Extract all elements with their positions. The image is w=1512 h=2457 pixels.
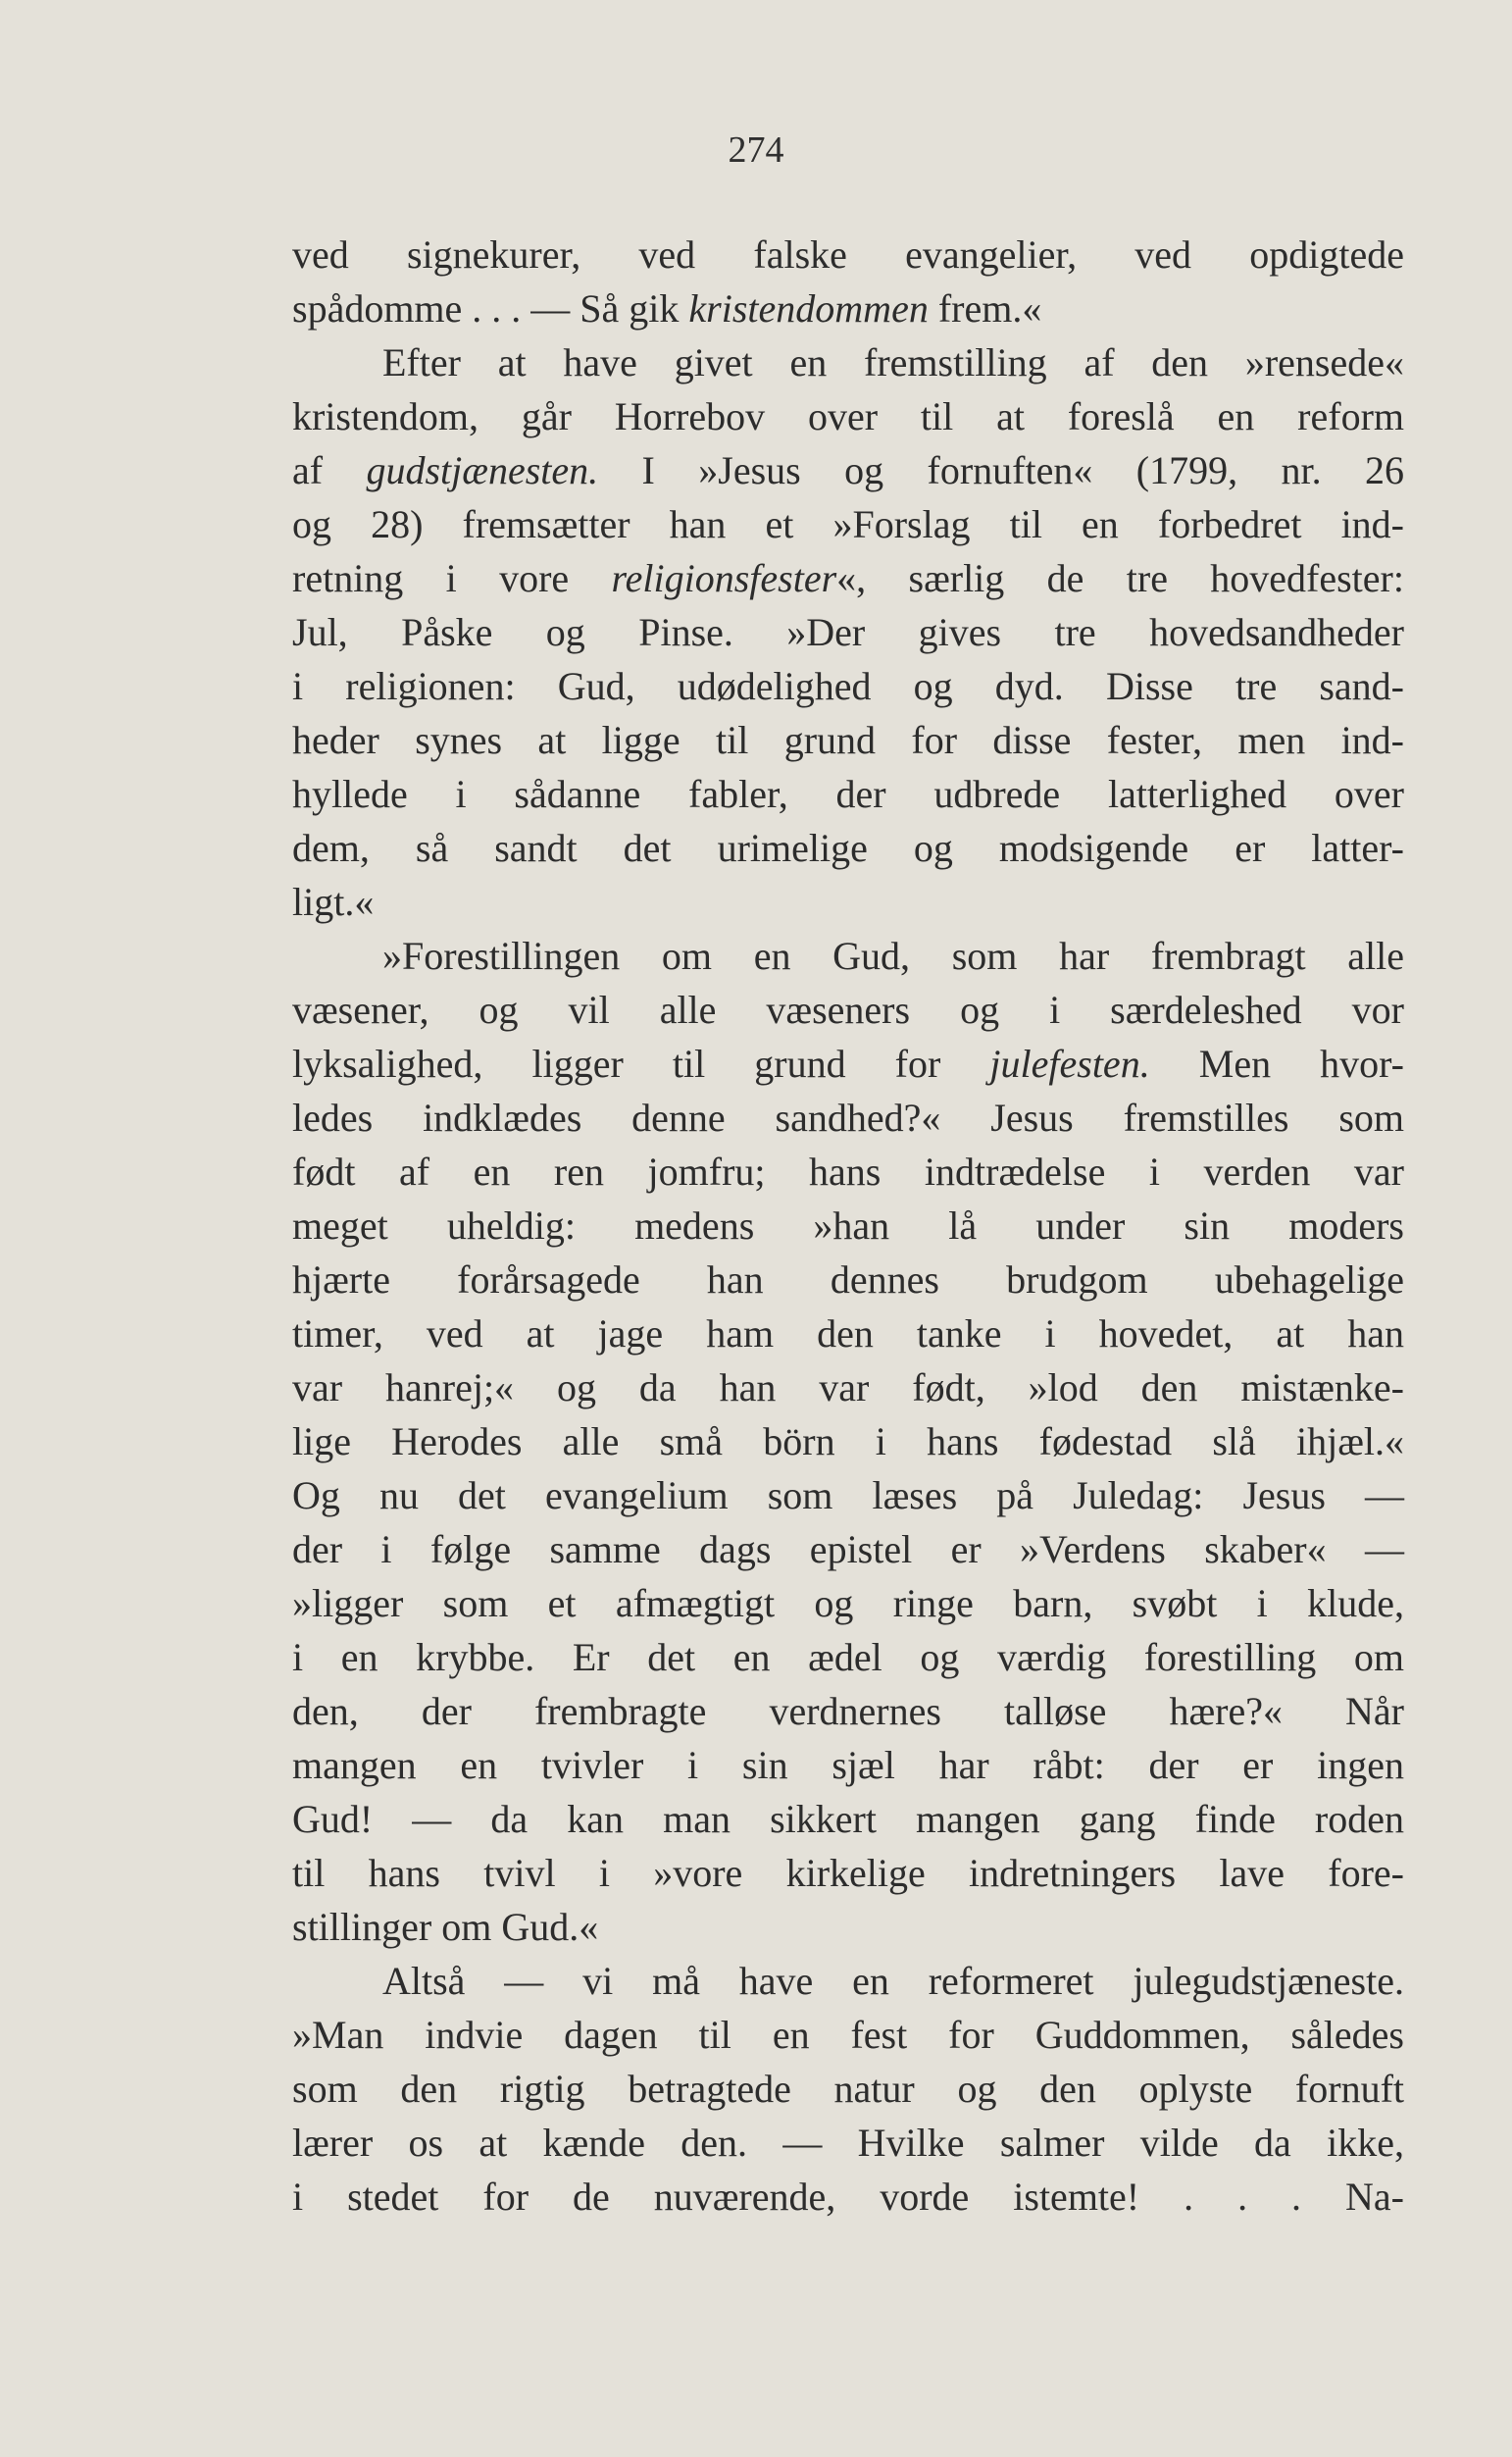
text-line (292, 551, 1404, 605)
text-line (292, 767, 1404, 821)
text-segment: meget uheldig: medens »han lå under sin moders (292, 1203, 1404, 1248)
text-segment: retning i vore (292, 556, 612, 600)
text-line (292, 1199, 1404, 1253)
text-segment: «, særlig de tre hovedfester: (836, 556, 1404, 600)
text-line (292, 2116, 1404, 2170)
text-line (292, 1900, 1404, 1954)
text-segment: født af en ren jomfru; hans indtrædelse i verden var (292, 1150, 1404, 1194)
text-line (292, 1738, 1404, 1792)
text-line (292, 1630, 1404, 1684)
text-segment: lyksalighed, ligger til grund for (292, 1042, 990, 1086)
text-line (292, 1414, 1404, 1468)
text-segment: ledes indklædes denne sandhed?« Jesus fremstilles som (292, 1096, 1404, 1140)
text-line (292, 1684, 1404, 1738)
text-segment: dem, så sandt det urimelige og modsigende er latter- (292, 826, 1404, 870)
text-line (292, 389, 1404, 443)
text-segment: den, der frembragte verdnernes talløse hære?« Når (292, 1689, 1404, 1733)
text-segment: og 28) fremsætter han et »Forslag til en forbedret ind- (292, 502, 1404, 546)
text-line (292, 1091, 1404, 1145)
text-line (292, 497, 1404, 551)
text-segment: lige Herodes alle små börn i hans fødestad slå ihjæl.« (292, 1419, 1404, 1463)
italic-text: religionsfester (611, 556, 837, 600)
text-segment: til hans tvivl i »vore kirkelige indretningers lave fore- (292, 1851, 1404, 1895)
text-line (292, 1360, 1404, 1414)
text-line (292, 2170, 1404, 2224)
italic-text: julefesten. (989, 1042, 1150, 1086)
text-segment: Altså — vi må have en reformeret julegudstjæneste. (382, 1959, 1404, 2003)
text-line (292, 1253, 1404, 1306)
text-segment: lærer os at kænde den. — Hvilke salmer vilde da ikke, (292, 2121, 1404, 2165)
text-segment: i religionen: Gud, udødelighed og dyd. Disse tre sand- (292, 664, 1404, 708)
text-line (292, 1522, 1404, 1576)
body-text (292, 228, 1404, 2224)
text-segment: »Man indvie dagen til en fest for Guddommen, således (292, 2013, 1404, 2057)
text-segment: væsener, og vil alle væseners og i særdeleshed vor (292, 988, 1404, 1032)
text-line (292, 1468, 1404, 1522)
text-segment: ved signekurer, ved falske evangelier, ved opdigtede (292, 232, 1404, 277)
text-line (292, 1954, 1404, 2008)
text-segment: ligt.« (292, 880, 375, 924)
text-segment: »Forestillingen om en Gud, som har frembragt alle (382, 934, 1404, 978)
text-segment: hyllede i sådanne fabler, der udbrede latterlighed over (292, 772, 1404, 816)
text-segment: Gud! — da kan man sikkert mangen gang finde roden (292, 1797, 1404, 1841)
text-segment: hjærte forårsagede han dennes brudgom ubehagelige (292, 1257, 1404, 1302)
text-line (292, 1145, 1404, 1199)
text-line (292, 929, 1404, 983)
text-segment: »ligger som et afmægtigt og ringe barn, svøbt i klude, (292, 1581, 1404, 1625)
text-line (292, 1306, 1404, 1360)
text-line (292, 1792, 1404, 1846)
text-line (292, 2062, 1404, 2116)
text-segment: Jul, Påske og Pinse. »Der gives tre hovedsandheder (292, 610, 1404, 654)
text-line (292, 1846, 1404, 1900)
text-segment: af (292, 448, 367, 492)
text-segment: som den rigtig betragtede natur og den oplyste fornuft (292, 2067, 1404, 2111)
italic-text: kristendommen (688, 286, 929, 331)
text-segment: timer, ved at jage ham den tanke i hovedet, at han (292, 1311, 1404, 1356)
text-segment: Og nu det evangelium som læses på Juledag: Jesus — (292, 1473, 1404, 1517)
text-segment: spådomme . . . — Så gik (292, 286, 689, 331)
text-segment: heder synes at ligge til grund for disse fester, men ind- (292, 718, 1404, 762)
text-segment: frem.« (928, 286, 1042, 331)
text-segment: i stedet for de nuværende, vorde istemte! . . . Na- (292, 2175, 1404, 2219)
text-line (292, 659, 1404, 713)
text-segment: Efter at have givet en fremstilling af den »rensede« (382, 340, 1404, 384)
text-segment: var hanrej;« og da han var født, »lod den mistænke- (292, 1365, 1404, 1409)
text-segment: kristendom, går Horrebov over til at foreslå en reform (292, 394, 1404, 438)
text-line (292, 875, 1404, 929)
text-segment: mangen en tvivler i sin sjæl har råbt: der er ingen (292, 1743, 1404, 1787)
text-line (292, 605, 1404, 659)
text-line (292, 983, 1404, 1037)
text-line (292, 713, 1404, 767)
page-number: 274 (728, 129, 784, 171)
text-segment: Men hvor- (1149, 1042, 1404, 1086)
text-line (292, 2008, 1404, 2062)
text-line (292, 821, 1404, 875)
text-line (292, 443, 1404, 497)
text-line (292, 335, 1404, 389)
text-segment: I »Jesus og fornuften« (1799, nr. 26 (598, 448, 1404, 492)
text-line (292, 228, 1404, 282)
italic-text: gudstjænesten. (366, 448, 599, 492)
text-line (292, 1037, 1404, 1091)
text-segment: stillinger om Gud.« (292, 1905, 599, 1949)
text-line (292, 282, 1404, 335)
text-segment: der i følge samme dags epistel er »Verdens skaber« — (292, 1527, 1404, 1571)
text-segment: i en krybbe. Er det en ædel og værdig forestilling om (292, 1635, 1404, 1679)
text-line (292, 1576, 1404, 1630)
